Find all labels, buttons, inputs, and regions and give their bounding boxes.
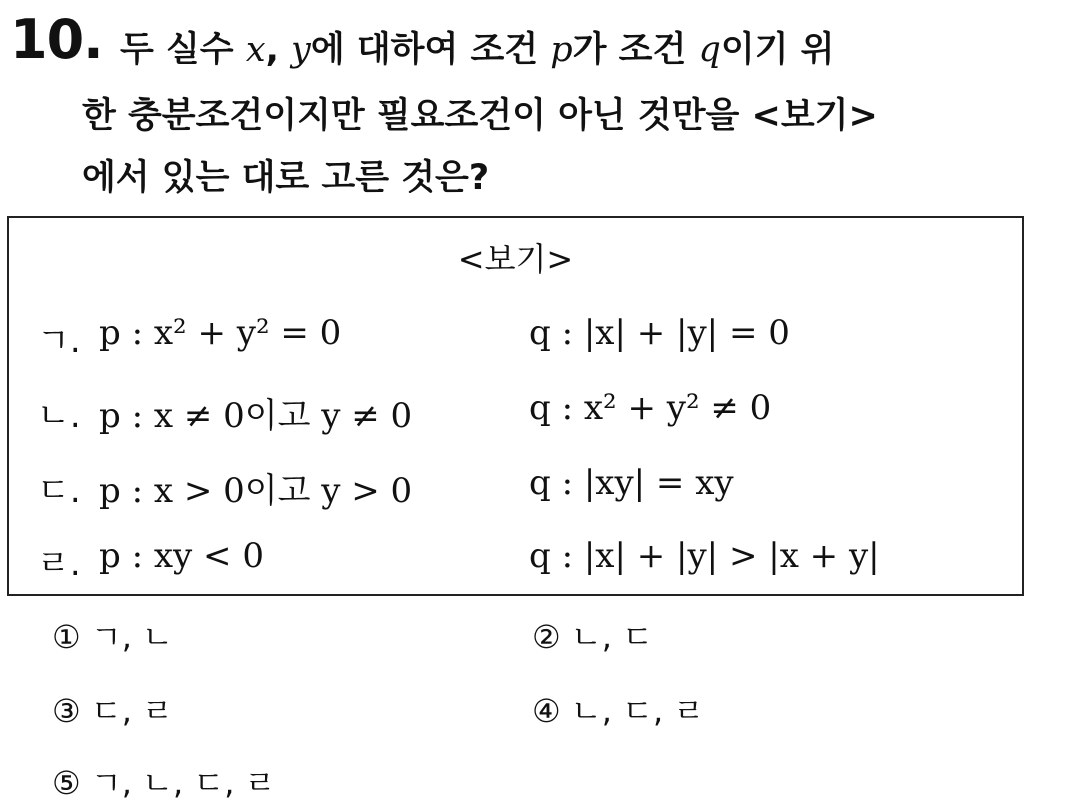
question-number: 10. [10,8,103,71]
example-row [9,536,1022,586]
example-row [9,313,1022,363]
question-text-1a: 두 실수 [120,30,246,70]
condition-q: q : |x| + |y| > |x + y| [529,536,880,576]
var-p: p [550,30,573,70]
condition-p: p : xy < 0 [99,536,264,576]
example-box [7,216,1024,596]
row-label: ㄹ. [37,544,81,584]
answer-choice-4[interactable]: ④ ㄴ, ㄷ, ㄹ [532,692,705,730]
example-row [9,388,1022,438]
row-label: ㄴ. [37,396,81,436]
question-text-1b: 에 대하여 조건 [310,30,551,70]
answer-choice-2[interactable]: ② ㄴ, ㄷ [532,618,654,656]
question-line-2: 한 충분조건이지만 필요조건이 아닌 것만을 <보기> [82,96,878,136]
question-text-1c: 가 조건 [572,30,699,70]
question-text-1d: 이기 위 [720,30,835,70]
answer-choice-1[interactable]: ① ㄱ, ㄴ [52,618,174,656]
condition-q: q : |x| + |y| = 0 [529,313,790,353]
var-y: y [291,30,311,70]
condition-p: p : x² + y² = 0 [99,313,342,353]
var-q: q [698,30,721,70]
answer-choice-5[interactable]: ⑤ ㄱ, ㄴ, ㄷ, ㄹ [52,764,276,802]
question-line-1 [120,22,835,72]
var-x: x [245,30,266,70]
condition-p: p : x ≠ 0이고 y ≠ 0 [99,396,413,436]
condition-q: q : |xy| = xy [529,463,734,503]
answer-choice-3[interactable]: ③ ㄷ, ㄹ [52,692,174,730]
condition-q: q : x² + y² ≠ 0 [529,388,772,428]
example-box-title: <보기> [457,240,574,278]
comma: , [265,30,292,70]
condition-p: p : x > 0이고 y > 0 [99,471,413,511]
example-row [9,463,1022,513]
question-line-3: 에서 있는 대로 고른 것은? [82,158,490,198]
row-label: ㄷ. [37,471,81,511]
row-label: ㄱ. [37,321,81,361]
